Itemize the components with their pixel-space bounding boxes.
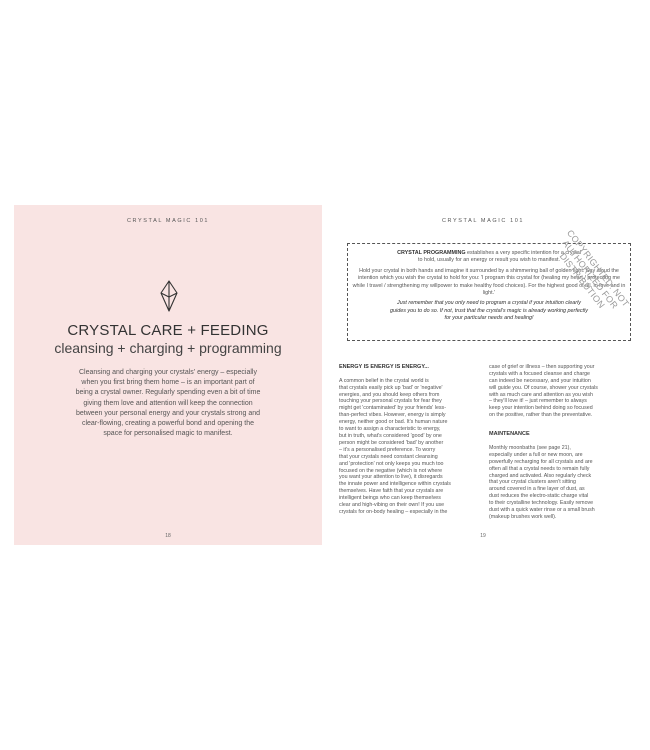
page-subtitle: cleansing + charging + programming <box>54 340 282 356</box>
energy-text: A common belief in the crystal world is that crystals easily pick up 'bad' or 'negative' energies, and you should keep others from touching your personal crystals for fear they might get 'contaminated' by your friends' less- than-perfect vibes. However, energy is simply energy, neither good or bad. It's human nature to want to assign a characteristic to energy, but in truth, what's considered 'good' by one person might be considered 'bad' by another – it's a personalised preference. To worry that your crystals need constant cleansing and 'protection' not only keeps you much too focused on the negative (which is not where you want your attention to live), it disregards the innate power and intelligence within crystals themselves. Have faith that your crystals are intelligent beings who can keep themselves clear and high-vibing on their own! If you use crystals for on-body healing – especially in the <box>339 377 451 515</box>
crystal-icon <box>159 280 179 312</box>
energy-continued <box>489 357 634 528</box>
page-title: CRYSTAL CARE + FEEDING <box>67 322 269 339</box>
running-head: CRYSTAL MAGIC 101 <box>441 218 525 224</box>
page-number: 18 <box>165 533 171 539</box>
callout-instructions: Hold your crystal in both hands and imagine it surrounded by a shimmering ball of golden light. Say aloud the intention which you wish the crystal to hold for you: 'I program this crystal for (healing my heart / protecting me while I travel / strengthening my willpower to make healthy food choices). For the highest good of all, in love and in light.' <box>352 267 626 297</box>
maintenance-heading: MAINTENANCE <box>489 431 530 438</box>
callout-note: Just remember that you only need to program a crystal if your intuition clearly guides you to do so. If not, trust that the crystal's magic is already working perfectly for your particular needs and healing! <box>390 300 588 322</box>
energy-section <box>339 357 489 523</box>
energy-text-continued: case of grief or illness – then supporting your crystals with a focused cleanse and charge can indeed be necessary, and your intuition will guide you. Of course, shower your crystals with as much care and attention as you wish – they'll love it! – just remember to always keep your intention behind doing so focused on the positive, rather than the preventative. <box>489 363 598 419</box>
copyright-watermark: COPYRIGHTED: NOT AUTHORIZED FOR DISTRIBUTION <box>557 227 632 311</box>
page-number: 19 <box>480 533 486 539</box>
left-page <box>14 205 322 545</box>
callout-lead-text: establishes a very specific intention for a crystal to hold, usually for an energy or result you wish to manifest. <box>417 250 581 264</box>
intro-paragraph: Cleansing and charging your crystals' energy – especially when you first bring them home – is an important part of being a crystal owner. Regularly spending even a bit of time giving them love and attention will keep the connection between your personal energy and your crystals strong and clear-flowing, creating a powerful bond and opening the space for personalised magic to manifest. <box>75 369 261 438</box>
maintenance-text: Monthly moonbaths (see page 21), especially under a full or new moon, are powerfully recharging for all crystals and are often all that a crystal needs to remain fully charged and activated. Also regularly check that your crystal clusters aren't sitting around covered in a fine layer of dust, as dust reduces the electro-static charge vital to their crystalline technology. Easily remove dust with a quick water rinse or a small brush (makeup brushes work well). <box>489 444 595 520</box>
energy-heading: ENERGY IS ENERGY IS ENERGY... <box>339 363 429 370</box>
running-head: CRYSTAL MAGIC 101 <box>126 218 210 224</box>
callout-lead-bold: CRYSTAL PROGRAMMING <box>397 250 466 256</box>
